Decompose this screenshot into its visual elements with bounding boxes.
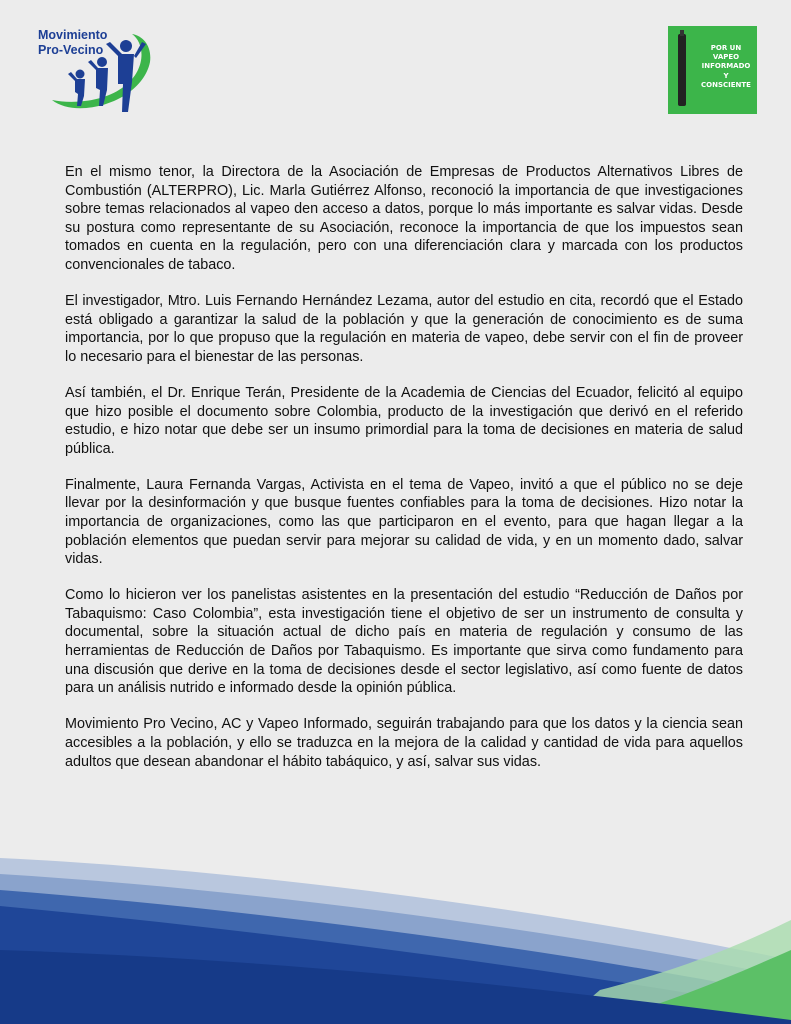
paragraph: Movimiento Pro Vecino, AC y Vapeo Informado, seguirán trabajando para que los datos y la ciencia sean accesibles a la población, y ello se traduzca en la mejora de la calidad y cantidad de vida para aquellos adultos que desean abandonar el hábito tabáquico, y así, salvar sus vidas. (65, 716, 743, 770)
paragraph: Finalmente, Laura Fernanda Vargas, Activista en el tema de Vapeo, invitó a que el público no se deje llevar por la desinformación y que busque fuentes confiables para la toma de decisiones. Hizo notar la importancia de organizaciones, como las que participaron en el evento, para que hagan llegar a la población elementos que puedan servir para mejorar su calidad de vida, y en un momento dado, salvar vidas. (65, 476, 743, 568)
logo-right-line: POR UN (710, 44, 742, 52)
logo-right-text (698, 44, 754, 90)
vapeo-informado-logo (668, 26, 757, 114)
paragraph: En el mismo tenor, la Directora de la Asociación de Empresas de Productos Alternativos Libres de Combustión (ALTERPRO), Lic. Marla Gutiérrez Alfonso, reconoció la importancia de que investigaciones sobre temas relacionados al vapeo den acceso a datos, porque lo más importante es salvar vidas. Desde su postura como representante de su Asociación, reconoce la importancia de que los impuestos sean tomados en cuenta en la regulación, pero con una diferenciación clara y marcada con los productos convencionales de tabaco. (65, 164, 743, 273)
paragraph: El investigador, Mtro. Luis Fernando Hernández Lezama, autor del estudio en cita, recordó que el Estado está obligado a garantizar la salud de la población y que la generación de conocimiento es de suma importancia, por lo que propuso que la regulación en materia de vapeo, debe servir con el fin de proveer lo necesario para el bienestar de las personas. (65, 293, 743, 365)
movimiento-pro-vecino-logo (22, 22, 162, 117)
logo-right-line: Y (723, 71, 729, 80)
logo-right-line: INFORMADO (701, 62, 751, 71)
vape-pen-icon (678, 34, 686, 106)
logo-left-line1: Movimiento (38, 28, 108, 42)
logo-right-line: CONSCIENTE (701, 80, 751, 89)
logo-right-line: VAPEO (712, 53, 740, 62)
logo-left-line2: Pro-Vecino (38, 43, 104, 57)
paragraph: Así también, el Dr. Enrique Terán, Presidente de la Academia de Ciencias del Ecuador, felicitó al equipo que hizo posible el documento sobre Colombia, producto de la investigación que derivó en el referido estudio, e hizo notar que debe ser un insumo primordial para la toma de decisiones en materia de salud pública. (65, 384, 743, 457)
footer-wave-decoration (0, 850, 791, 1024)
paragraph: Como lo hicieron ver los panelistas asistentes en la presentación del estudio “Reducción de Daños por Tabaquismo: Caso Colombia”, esta investigación tiene el objetivo de ser un instrumento de consulta y documental, sobre la situación actual de dicho país en materia de regulación y consumo de las herramientas de Reducción de Daños por Tabaquismo. Es importante que sirva como fundamento para una discusión que derive en la toma de decisiones desde el sector legislativo, así como fuente de datos para un análisis nutrido e informado desde la opinión pública. (65, 587, 743, 697)
document-body (65, 163, 743, 789)
